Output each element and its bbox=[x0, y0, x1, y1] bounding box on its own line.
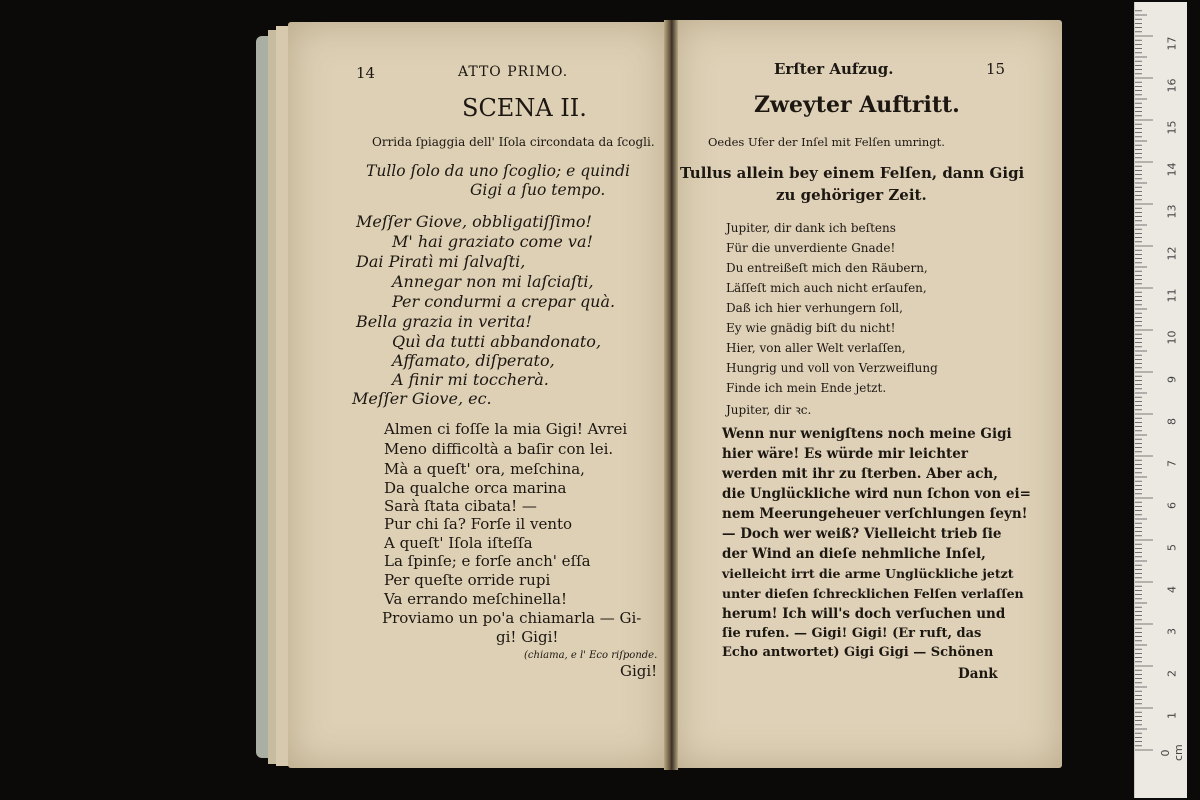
aria-line: Du entreißeſt mich den Räubern, bbox=[726, 261, 928, 275]
prose-line: — Doch wer weiß? Vielleicht trieb ſie bbox=[722, 526, 1002, 542]
stage-direction-line: Gigi a ſuo tempo. bbox=[470, 181, 606, 199]
aria-line: Läſſeſt mich auch nicht erſaufen, bbox=[726, 281, 927, 295]
aria-line: Daß ich hier verhungern ſoll, bbox=[726, 301, 903, 315]
page-number-right: 15 bbox=[986, 60, 1006, 78]
catchword: Dank bbox=[958, 666, 998, 682]
recitative-line: A queſt' Iſola iſteſſa bbox=[384, 534, 533, 552]
prose-line: Wenn nur wenigſtens noch meine Gigi bbox=[722, 426, 1012, 442]
recitative-line: gi! Gigi! bbox=[496, 628, 559, 646]
ruler-label: 8 bbox=[1165, 418, 1179, 425]
aria-line: Für die unverdiente Gnade! bbox=[726, 241, 896, 255]
recitative-line: Proviamo un po'a chiamarla — Gi- bbox=[382, 609, 642, 627]
prose-line: die Unglückliche wird nun ſchon von ei= bbox=[722, 486, 1031, 502]
prose-line: Echo antwortet) Gigi Gigi — Schönen bbox=[722, 645, 994, 660]
ruler-label: 1 bbox=[1165, 712, 1179, 719]
stage-direction-line: Tullus allein bey einem Felſen, dann Gigi bbox=[680, 164, 1025, 182]
aria-line: Quì da tutti abbandonato, bbox=[392, 332, 602, 351]
ruler-label: 4 bbox=[1165, 586, 1179, 593]
aria-line: Bella grazia in verita! bbox=[356, 312, 532, 331]
prose-line: der Wind an dieſe nehmliche Inſel, bbox=[722, 546, 986, 562]
aria-line: Per condurmi a crepar quà. bbox=[392, 292, 616, 311]
aria-line: Jupiter, dir dank ich beſtens bbox=[726, 221, 896, 235]
ruler-ticks bbox=[1135, 2, 1187, 798]
aria-line: Annegar non mi laſciaſti, bbox=[392, 272, 594, 291]
aria-line: Finde ich mein Ende jetzt. bbox=[726, 381, 887, 395]
recitative-line: Almen ci foſſe la mia Gigi! Avrei bbox=[384, 420, 628, 438]
recitative-line: La ſpinſe; e forſe anch' eſſa bbox=[384, 552, 591, 570]
scene-title-left: SCENA II. bbox=[462, 94, 587, 122]
running-head-left: ATTO PRIMO. bbox=[458, 64, 569, 80]
prose-line: unter dieſen ſchrecklichen Felſen verlaſſen bbox=[722, 586, 1024, 601]
book-gutter bbox=[664, 20, 678, 770]
prose-line: nem Meerungeheuer verſchlungen ſeyn! bbox=[722, 506, 1028, 522]
setting-right: Oedes Ufer der Inſel mit Felſen umringt. bbox=[708, 135, 945, 149]
aria-line: Ey wie gnädig biſt du nicht! bbox=[726, 321, 896, 335]
ruler-label: 5 bbox=[1165, 544, 1179, 551]
ruler-label: 3 bbox=[1165, 628, 1179, 635]
prose-line: ſie rufen. — Gigi! Gigi! (Er ruft, das bbox=[722, 626, 982, 641]
ruler-label: 11 bbox=[1165, 288, 1179, 303]
aria-line: Affamato, diſperato, bbox=[392, 351, 555, 370]
ruler-label: 17 bbox=[1165, 36, 1179, 51]
aria-line: Hier, von aller Welt verlaſſen, bbox=[726, 341, 906, 355]
prose-line: hier wäre! Es würde mir leichter bbox=[722, 446, 968, 462]
prose-line: werden mit ihr zu ſterben. Aber ach, bbox=[722, 466, 998, 482]
measurement-ruler bbox=[1134, 2, 1187, 798]
stage-direction-line: Tullo ſolo da uno ſcoglio; e quindi bbox=[366, 162, 630, 180]
ruler-label: 10 bbox=[1165, 330, 1179, 345]
echo-stage-direction: (chiama, e l' Eco riſponde. bbox=[524, 650, 658, 661]
aria-line: M' hai graziato come va! bbox=[392, 232, 593, 251]
ruler-label: 14 bbox=[1165, 162, 1179, 177]
stage-direction-line: zu gehöriger Zeit. bbox=[776, 186, 927, 204]
prose-line: herum! Ich will's doch verſuchen und bbox=[722, 606, 1006, 622]
ruler-label: 15 bbox=[1165, 120, 1179, 135]
aria-line: Meſſer Giove, ec. bbox=[352, 389, 492, 408]
aria-line: Hungrig und voll von Verzweiflung bbox=[726, 361, 938, 375]
ruler-label: 13 bbox=[1165, 204, 1179, 219]
ruler-label: 7 bbox=[1165, 460, 1179, 467]
ruler-label: 16 bbox=[1165, 78, 1179, 93]
page-number-left: 14 bbox=[356, 64, 376, 82]
recitative-line: Per queſte orride rupi bbox=[384, 571, 551, 589]
prose-line: vielleicht irrt die arme Unglückliche jetzt bbox=[722, 566, 1014, 581]
ruler-label: 2 bbox=[1165, 670, 1179, 677]
scene-title-right: Zweyter Auftritt. bbox=[754, 92, 960, 118]
recitative-line: Mà a queſt' ora, meſchina, bbox=[384, 460, 585, 478]
recitative-line: Sarà ſtata cibata! — bbox=[384, 497, 537, 515]
aria-line: Meſſer Giove, obbligatiſſimo! bbox=[356, 212, 592, 231]
recitative-line: Va errando meſchinella! bbox=[384, 590, 568, 608]
setting-left: Orrida ſpiaggia dell' Iſola circondata da ſcogli. bbox=[372, 135, 655, 149]
echo-reply: Gigi! bbox=[620, 662, 658, 680]
ruler-label: 12 bbox=[1165, 246, 1179, 261]
ruler-label: 9 bbox=[1165, 376, 1179, 383]
recitative-line: Meno difficoltà a baſir con lei. bbox=[384, 440, 614, 458]
recitative-line: Pur chi ſa? Forſe il vento bbox=[384, 515, 573, 533]
recitative-line: Da qualche orca marina bbox=[384, 479, 567, 497]
aria-line: Dai Piratì mi ſalvaſti, bbox=[356, 252, 526, 271]
ruler-label: 0 cm bbox=[1159, 744, 1185, 761]
aria-line: Jupiter, dir ꝛc. bbox=[726, 403, 812, 417]
running-head-right: Erſter Aufzug. bbox=[774, 60, 894, 78]
aria-line: A finir mi toccherà. bbox=[392, 370, 549, 389]
ruler-label: 6 bbox=[1165, 502, 1179, 509]
